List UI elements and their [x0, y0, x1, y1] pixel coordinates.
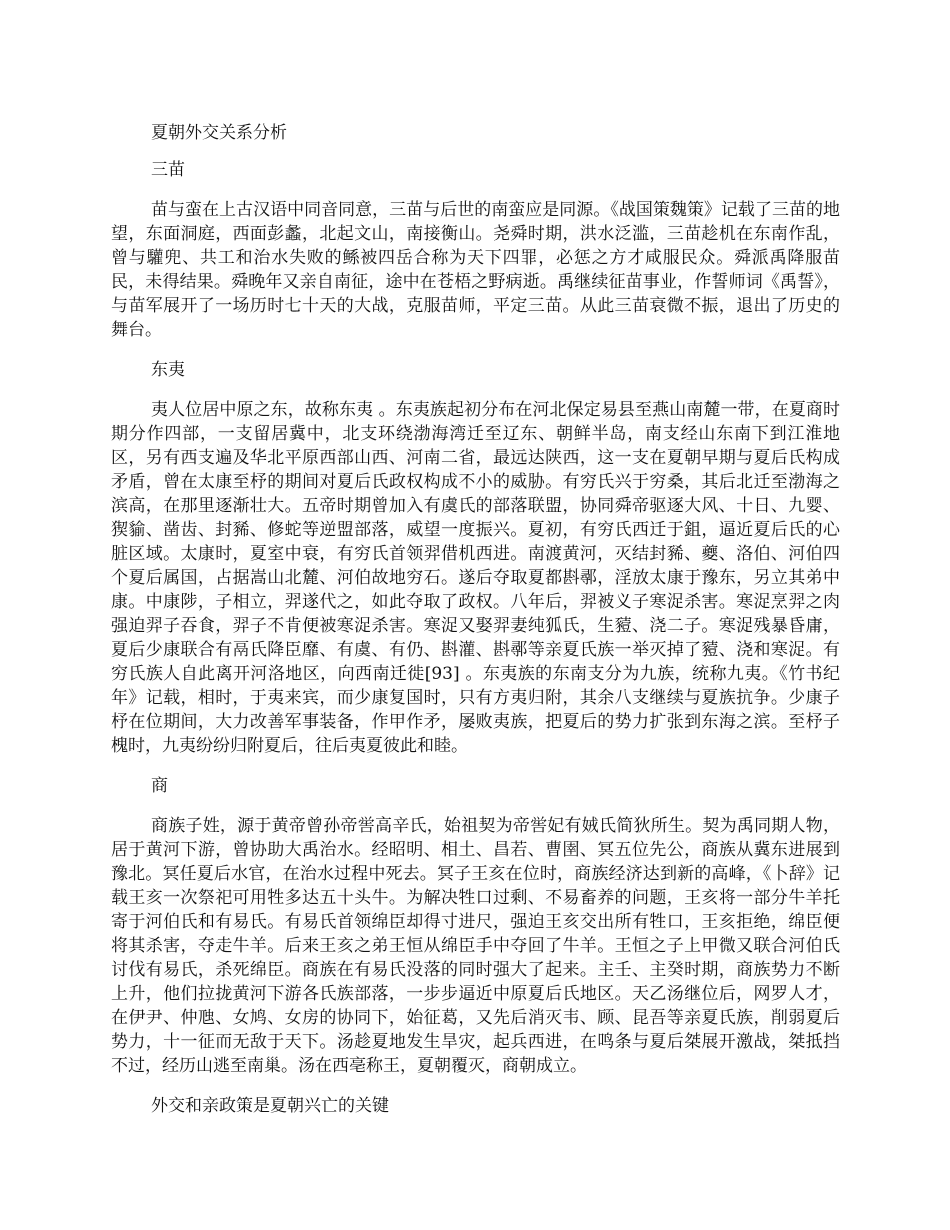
section-body-shang: 商族子姓，源于黄帝曾孙帝喾高辛氏，始祖契为帝喾妃有娀氏简狄所生。契为禹同期人物，居于黄河下游，曾协助大禹治水。经昭明、相土、昌若、曹圉、冥五位先公，商族从冀东进展到豫北。冥任夏后水官，在治水过程中死去。冥子王亥在位时，商族经济达到新的高峰，《卜辞》记载王亥一次祭祀可用牲多达五十头牛。为解决牲口过剩、不易畜养的问题，王亥将一部分牛羊托寄于河伯氏和有易氏。有易氏首领绵臣却得寸进尺，强迫王亥交出所有牲口，王亥拒绝，绵臣便将其杀害，夺走牛羊。后来王亥之弟王恒从绵臣手中夺回了牛羊。王恒之子上甲微又联合河伯氏讨伐有易氏，杀死绵臣。商族在有易氏没落的同时强大了起来。主壬、主癸时期，商族势力不断上升，他们拉拢黄河下游各氏族部落，一步步逼近中原夏后氏地区。天乙汤继位后，网罗人才，在伊尹、仲虺、女鸠、女房的协同下，始征葛，又先后消灭韦、顾、昆吾等亲夏氏族，削弱夏后势力，十一征而无敌于天下。汤趁夏地发生旱灾，起兵西进，在鸣条与夏后桀展开激战，桀抵挡不过，经历山逃至南巢。汤在西亳称王，夏朝覆灭，商朝成立。: [111, 816, 840, 1076]
section-heading-dongyi: 东夷: [151, 360, 185, 380]
section-heading-sanmiao: 三苗: [151, 160, 185, 180]
section-body-sanmiao: 苗与蛮在上古汉语中同音同意，三苗与后世的南蛮应是同源。《战国策魏策》记载了三苗的地望，东面洞庭，西面彭蠡，北起文山，南接衡山。尧舜时期，洪水泛滥，三苗趁机在东南作乱，曾与驩兜、共工和治水失败的鲧被四岳合称为天下四罪，必惩之方才咸服民众。舜派禹降服苗民，未得结果。舜晚年又亲自南征，途中在苍梧之野病逝。禹继续征苗事业，作誓师词《禹誓》，与苗军展开了一场历时七十天的大战，克服苗师，平定三苗。从此三苗衰微不振，退出了历史的舞台。: [111, 200, 840, 340]
closing-heading: 外交和亲政策是夏朝兴亡的关键: [151, 1096, 389, 1116]
document-title: 夏朝外交关系分析: [151, 123, 287, 143]
section-body-dongyi: 夷人位居中原之东，故称东夷 。东夷族起初分布在河北保定易县至燕山南麓一带，在夏商时期分作四部，一支留居冀中，北支环绕渤海湾迁至辽东、朝鲜半岛，南支经山东南下到江淮地区，另有西支遍及华北平原西部山西、河南二省，最远达陕西，这一支在夏朝早期与夏后氏构成矛盾，曾在太康至杼的期间对夏后氏政权构成不小的威胁。有穷氏兴于穷桑，其后北迁至渤海之滨高，在那里逐渐壮大。五帝时期曾加入有虞氏的部落联盟，协同舜帝驱逐大风、十日、九婴、猰貐、凿齿、封豨、修蛇等逆盟部落，威望一度振兴。夏初，有穷氏西迁于鉏，逼近夏后氏的心脏区域。太康时，夏室中衰，有穷氏首领羿借机西进。南渡黄河，灭结封豨、夔、洛伯、河伯四个夏后属国，占据嵩山北麓、河伯故地穷石。遂后夺取夏都斟鄩，淫放太康于豫东，另立其弟中康。中康陟，子相立，羿遂代之，如此夺取了政权。八年后，羿被义子寒浞杀害。寒浞烹羿之肉强迫羿子吞食，羿子不肯便被寒浞杀害。寒浞又娶羿妻纯狐氏，生豷、浇二子。寒浞残暴昏庸，夏后少康联合有鬲氏降臣靡、有虞、有仍、斟灌、斟鄩等亲夏氏族一举灭掉了豷、浇和寒浞。有穷氏族人自此离开河洛地区，向西南迁徙[93] 。东夷族的东南支分为九族，统称九夷。《竹书纪年》记载，相时，于夷来宾，而少康复国时，只有方夷归附，其余八支继续与夏族抗争。少康子杼在位期间，大力改善军事装备，作甲作矛，屡败夷族，把夏后的势力扩张到东海之滨。至杼子槐时，九夷纷纷归附夏后，往后夷夏彼此和睦。: [111, 400, 840, 756]
section-heading-shang: 商: [151, 776, 168, 796]
